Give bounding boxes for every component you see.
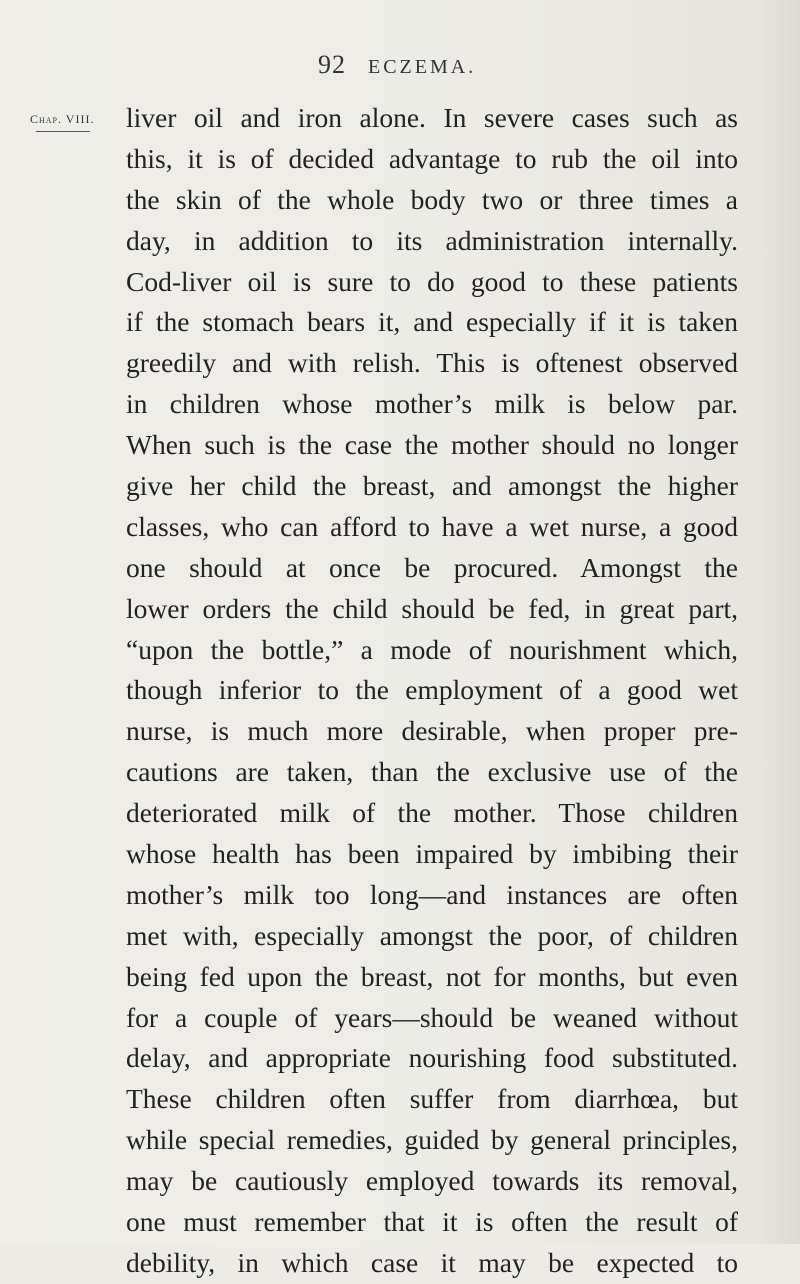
text-line: These children often suffer from diarrhœa, but — [126, 1083, 738, 1115]
text-line: nurse, is much more desirable, when proper pre- — [126, 715, 738, 747]
text-line: though inferior to the employment of a good wet — [126, 674, 738, 706]
page-number: 92 — [318, 50, 346, 79]
text-line: debility, in which case it may be expected to — [126, 1246, 738, 1278]
text-line: greedily and with relish. This is oftenest observed — [126, 347, 738, 379]
page-header — [0, 50, 800, 86]
text-line: When such is the case the mother should no longer — [126, 429, 738, 461]
text-line: met with, especially amongst the poor, of children — [126, 919, 738, 951]
chapter-margin-note: Chap. VIII. — [30, 112, 95, 126]
text-line: “upon the bottle,” a mode of nourishment which, — [126, 633, 738, 665]
text-line: Cod-liver oil is sure to do good to these patients — [126, 265, 738, 297]
text-line: for a couple of years—should be weaned without — [126, 1001, 738, 1033]
text-line: being fed upon the breast, not for months, but even — [126, 960, 738, 992]
text-line: day, in addition to its administration internally. — [126, 224, 738, 256]
text-line: one must remember that it is often the result of — [126, 1206, 738, 1238]
margin-rule — [36, 131, 90, 132]
text-line: one should at once be procured. Amongst the — [126, 551, 738, 583]
text-line: this, it is of decided advantage to rub the oil into — [126, 142, 738, 174]
text-line: while special remedies, guided by general principles, — [126, 1124, 738, 1156]
text-line: deteriorated milk of the mother. Those children — [126, 797, 738, 829]
text-line: whose health has been impaired by imbibing their — [126, 838, 738, 870]
text-line: lower orders the child should be fed, in great part, — [126, 592, 738, 624]
text-line: the skin of the whole body two or three times a — [126, 183, 738, 215]
text-line: mother’s milk too long—and instances are often — [126, 878, 738, 910]
text-line: in children whose mother’s milk is below par. — [126, 388, 738, 420]
text-line: may be cautiously employed towards its removal, — [126, 1165, 738, 1197]
text-line: classes, who can afford to have a wet nurse, a good — [126, 510, 738, 542]
text-line: if the stomach bears it, and especially if it is taken — [126, 306, 738, 338]
text-line: give her child the breast, and amongst the higher — [126, 470, 738, 502]
running-head: ECZEMA. — [368, 56, 477, 78]
text-line: liver oil and iron alone. In severe cases such as — [126, 102, 738, 133]
text-line: delay, and appropriate nourishing food substituted. — [126, 1042, 738, 1074]
body-text — [126, 98, 738, 1284]
text-line: cautions are taken, than the exclusive use of the — [126, 756, 738, 788]
